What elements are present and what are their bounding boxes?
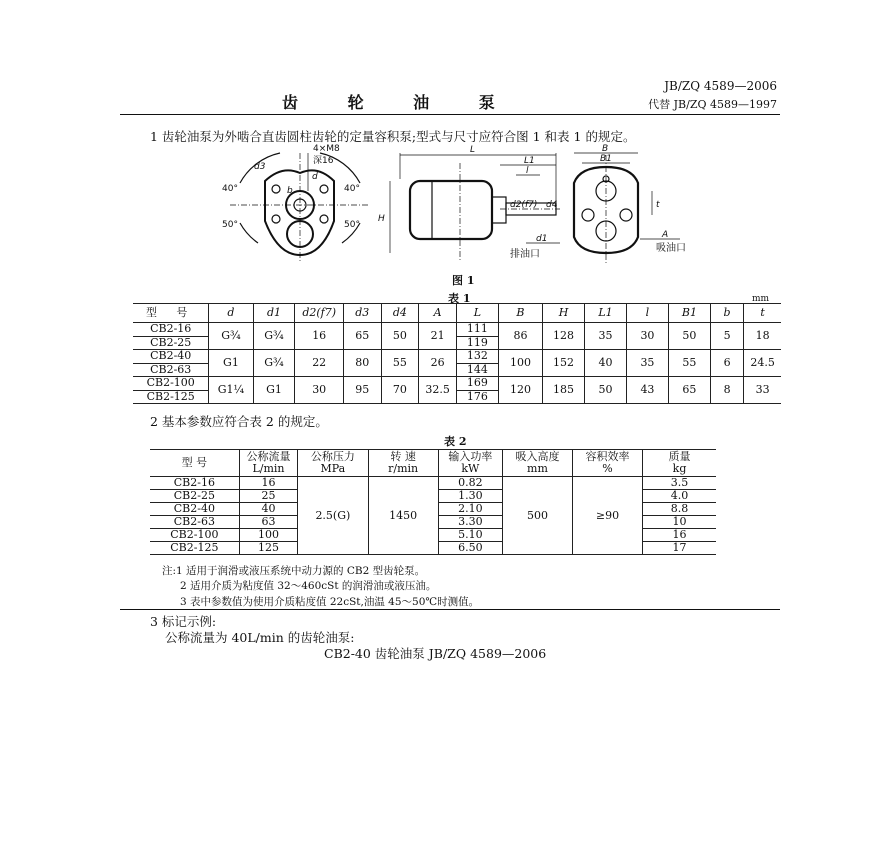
table1-header: H: [543, 304, 585, 323]
mass-cell: 16: [643, 529, 716, 542]
L1-cell: 50: [584, 377, 626, 404]
table-row: [133, 350, 781, 364]
table1-header: d1: [253, 304, 295, 323]
L1-cell: 35: [584, 323, 626, 350]
model-cell: CB2-40: [150, 503, 239, 516]
model-cell: CB2-16: [150, 477, 239, 490]
b-label: b: [287, 186, 293, 196]
d3-cell: 95: [343, 377, 381, 404]
d3-label: d3: [254, 162, 266, 172]
B-label: B: [602, 144, 609, 154]
figure-caption: 图 1: [452, 274, 475, 287]
d-cell: G1: [209, 350, 253, 377]
B-cell: 86: [498, 323, 542, 350]
table2-header: 型 号: [150, 450, 239, 477]
pump-drawing: [210, 143, 700, 268]
L-cell: 144: [456, 363, 498, 377]
d2-label: d2(f7): [510, 200, 538, 210]
B1-cell: 65: [668, 377, 710, 404]
table1-header: d3: [343, 304, 381, 323]
t-cell: 33: [744, 377, 781, 404]
speed-cell: 1450: [368, 477, 438, 555]
d2-cell: 22: [295, 350, 343, 377]
d2-cell: 30: [295, 377, 343, 404]
table1-header: d2(f7): [295, 304, 343, 323]
angle-50-right: 50°: [344, 220, 360, 230]
table1-header: A: [419, 304, 457, 323]
A-cell: 32.5: [419, 377, 457, 404]
H-cell: 128: [543, 323, 585, 350]
table1-caption: 表 1: [448, 292, 471, 305]
notes-rule: [120, 609, 780, 610]
d-label: d: [312, 172, 318, 182]
l-cell: 43: [626, 377, 668, 404]
model-cell: CB2-63: [150, 516, 239, 529]
depth-label: 深16: [313, 156, 334, 166]
standard-number: JB/ZQ 4589—2006: [664, 79, 777, 93]
pressure-cell: 2.5(G): [298, 477, 368, 555]
table1-header: 型 号: [133, 304, 209, 323]
d4-cell: 70: [381, 377, 419, 404]
table2-header: 公称压力 MPa: [298, 450, 368, 477]
note-3: 3 表中参数值为使用介质粘度值 22cSt,油温 45～50℃时测值。: [180, 596, 480, 608]
B1-cell: 55: [668, 350, 710, 377]
H-label: H: [378, 214, 385, 224]
d3-cell: 65: [343, 323, 381, 350]
B-cell: 100: [498, 350, 542, 377]
model-cell: CB2-100: [150, 529, 239, 542]
model-cell: CB2-25: [133, 336, 209, 350]
power-cell: 5.10: [438, 529, 502, 542]
flow-cell: 100: [239, 529, 297, 542]
L-cell: 119: [456, 336, 498, 350]
section-1-text: 1 齿轮油泵为外啮合直齿圆柱齿轮的定量容积泵;型式与尺寸应符合图 1 和表 1 的规定。: [150, 129, 636, 144]
table2-header: 转 速 r/min: [368, 450, 438, 477]
mass-cell: 10: [643, 516, 716, 529]
note-2: 2 适用介质为粘度值 32～460cSt 的润滑油或液压油。: [180, 580, 437, 592]
replaces-standard: 代替 JB/ZQ 4589—1997: [648, 98, 777, 111]
d-cell: G1¼: [209, 377, 253, 404]
angle-40-left: 40°: [222, 184, 238, 194]
efficiency-cell: ≥90: [572, 477, 642, 555]
table1-header: t: [744, 304, 781, 323]
table1-header: l: [626, 304, 668, 323]
section-3-heading: 3 标记示例:: [150, 614, 217, 629]
model-cell: CB2-40: [133, 350, 209, 364]
table2-header: 吸入高度 mm: [502, 450, 572, 477]
b-cell: 5: [710, 323, 743, 350]
document-title: 齿 轮 油 泵: [282, 93, 517, 112]
B-cell: 120: [498, 377, 542, 404]
l-cell: 30: [626, 323, 668, 350]
table2-caption: 表 2: [444, 435, 467, 448]
b-cell: 8: [710, 377, 743, 404]
marking-example-line: 公称流量为 40L/min 的齿轮油泵:: [165, 630, 355, 645]
b-cell: 6: [710, 350, 743, 377]
table2-header: 质量 kg: [643, 450, 716, 477]
t-label: t: [656, 200, 660, 210]
L1-cell: 40: [584, 350, 626, 377]
section-2-text: 2 基本参数应符合表 2 的规定。: [150, 414, 328, 429]
table1-header-row: [133, 304, 781, 323]
A-cell: 26: [419, 350, 457, 377]
model-cell: CB2-100: [133, 377, 209, 391]
B1-cell: 50: [668, 323, 710, 350]
power-cell: 6.50: [438, 542, 502, 555]
d-cell: G¾: [209, 323, 253, 350]
d3-cell: 80: [343, 350, 381, 377]
table1-header: L: [456, 304, 498, 323]
table1-unit: mm: [752, 294, 770, 304]
flange-view: [230, 153, 370, 261]
d1-cell: G¾: [253, 350, 295, 377]
table-row: [133, 323, 781, 337]
mass-cell: 8.8: [643, 503, 716, 516]
table-row: [150, 477, 716, 490]
table2-header: 输入功率 kW: [438, 450, 502, 477]
power-cell: 0.82: [438, 477, 502, 490]
table1-header: B: [498, 304, 542, 323]
header-rule: [120, 114, 780, 115]
inlet-label: 吸油口: [656, 243, 686, 254]
mass-cell: 4.0: [643, 490, 716, 503]
L-cell: 111: [456, 323, 498, 337]
model-cell: CB2-125: [150, 542, 239, 555]
table2-header: 公称流量 L/min: [239, 450, 297, 477]
flow-cell: 63: [239, 516, 297, 529]
table2-header-row: [150, 450, 716, 477]
A-label: A: [662, 230, 669, 240]
table1-header: d4: [381, 304, 419, 323]
d1-cell: G1: [253, 377, 295, 404]
angle-50-left: 50°: [222, 220, 238, 230]
d2-cell: 16: [295, 323, 343, 350]
table1-header: d: [209, 304, 253, 323]
model-cell: CB2-16: [133, 323, 209, 337]
l-cell: 35: [626, 350, 668, 377]
power-cell: 3.30: [438, 516, 502, 529]
d4-label: d4: [546, 200, 558, 210]
t-cell: 18: [744, 323, 781, 350]
d4-cell: 50: [381, 323, 419, 350]
L1-label: L1: [524, 156, 535, 166]
parameter-table: [150, 449, 716, 555]
table2-header: 容积效率 %: [572, 450, 642, 477]
mass-cell: 17: [643, 542, 716, 555]
H-cell: 152: [543, 350, 585, 377]
flow-cell: 40: [239, 503, 297, 516]
flow-cell: 25: [239, 490, 297, 503]
L-cell: 176: [456, 390, 498, 404]
table1-header: B1: [668, 304, 710, 323]
d1-label: d1: [536, 234, 548, 244]
d4-cell: 55: [381, 350, 419, 377]
l-label: l: [526, 166, 529, 176]
mass-cell: 3.5: [643, 477, 716, 490]
t-cell: 24.5: [744, 350, 781, 377]
L-label: L: [470, 145, 476, 155]
power-cell: 2.10: [438, 503, 502, 516]
angle-40-right: 40°: [344, 184, 360, 194]
flow-cell: 125: [239, 542, 297, 555]
model-cell: CB2-125: [133, 390, 209, 404]
note-1: 注:1 适用于润滑或液压系统中动力源的 CB2 型齿轮泵。: [162, 565, 426, 577]
B1-label: B1: [600, 154, 612, 164]
A-cell: 21: [419, 323, 457, 350]
power-cell: 1.30: [438, 490, 502, 503]
thread-label: 4×M8: [313, 144, 340, 154]
L-cell: 132: [456, 350, 498, 364]
outlet-label: 排油口: [510, 249, 540, 260]
d1-cell: G¾: [253, 323, 295, 350]
dimension-table: [133, 303, 781, 404]
table1-header: L1: [584, 304, 626, 323]
L-cell: 169: [456, 377, 498, 391]
H-cell: 185: [543, 377, 585, 404]
suction-cell: 500: [502, 477, 572, 555]
model-cell: CB2-25: [150, 490, 239, 503]
flow-cell: 16: [239, 477, 297, 490]
model-cell: CB2-63: [133, 363, 209, 377]
table-row: [133, 377, 781, 391]
table1-header: b: [710, 304, 743, 323]
marking-example: CB2-40 齿轮油泵 JB/ZQ 4589—2006: [324, 646, 547, 661]
